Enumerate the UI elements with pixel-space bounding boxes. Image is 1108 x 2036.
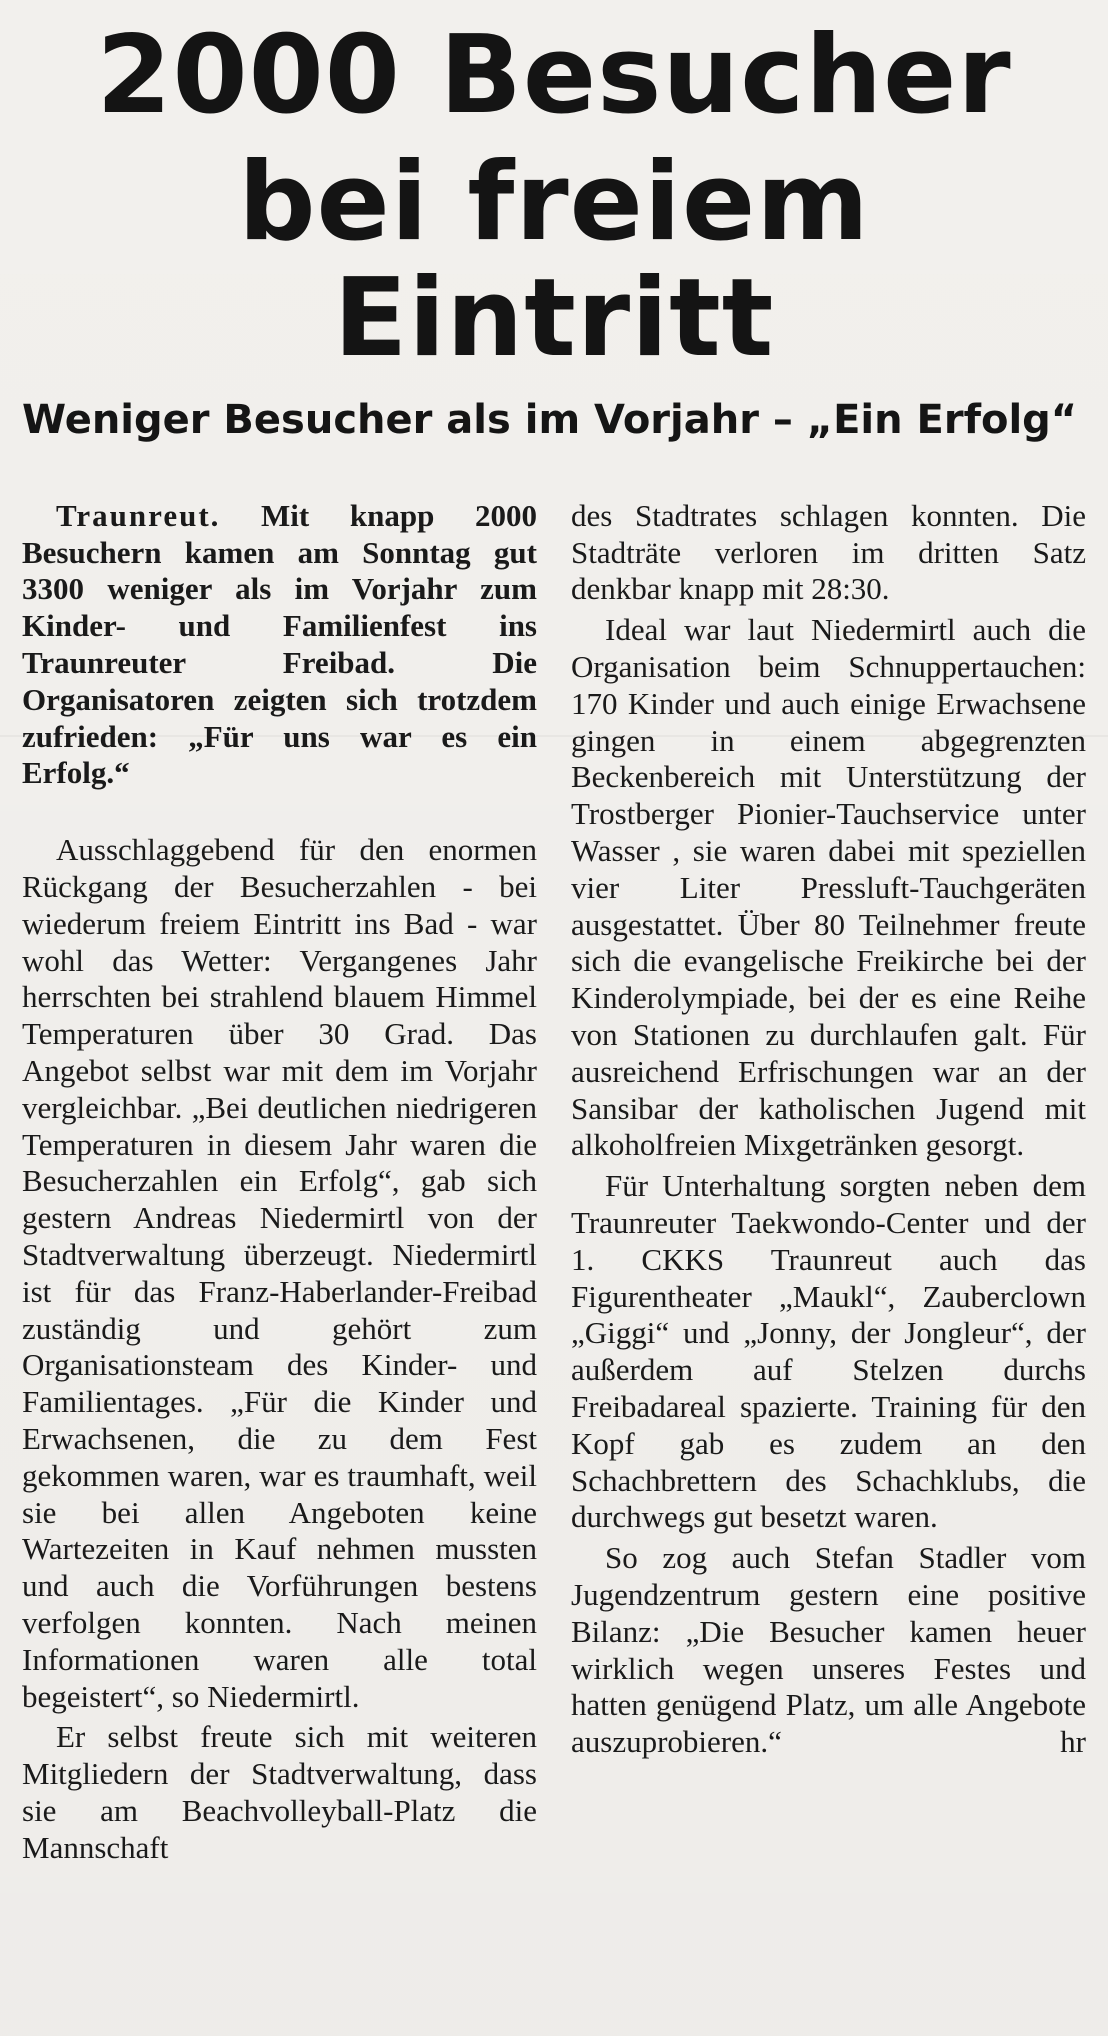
headline-line-2: bei freiem Eintritt [238,139,870,382]
dateline: Traunreut. [56,497,221,533]
left-column [22,498,537,1867]
left-paragraph-1: Ausschlaggebend für den enormen Rückgang der Besucherzahlen - bei wiederum freiem Eintritt ins Bad - war wohl das Wetter: Vergangenes Jahr herrschten bei strahlend blauem Himmel Temperaturen über 30 Grad. Das Angebot selbst war mit dem im Vorjahr vergleichbar. „Bei deutlichen niedrigeren Temperaturen in diesem Jahr waren die Besucherzahlen ein Erfolg“, gab sich gestern Andreas Niedermirtl von der Stadtverwaltung überzeugt. Niedermirtl ist für das Franz-Haberlander-Freibad zuständig und gehört zum Organisationsteam des Kinder- und Familientages. „Für die Kinder und Erwachsenen, die zu dem Fest gekommen waren, war es traumhaft, weil sie bei allen Angeboten keine Wartezeiten in Kauf nehmen mussten und auch die Vorführungen bestens verfolgen konnten. Nach meinen Informationen waren alle total begeistert“, so Niedermirtl. [22,832,537,1714]
author-signature: hr [1060,1724,1086,1760]
right-column [571,498,1086,1761]
headline-line-1: 2000 Besucher [96,13,1012,138]
right-paragraph-3: Für Unterhaltung sorgten neben dem Traunreuter Taekwondo-Center und der 1. CKKS Traunreut auch das Figurentheater „Maukl“, Zauberclown „Giggi“ und „Jonny, der Jongleur“, der außerdem auf Stelzen durchs Freibadareal spazierte. Training für den Kopf gab es zudem an den Schachbrettern des Schachklubs, die durchwegs gut besetzt waren. [571,1168,1086,1535]
lead-text: Mit knapp 2000 Besuchern kamen am Sonntag gut 3300 weniger als im Vorjahr zum Kinder- und Familienfest ins Traunreuter Freibad. Die Organisatoren zeigten sich trotzdem zufrieden: „Für uns war es ein Erfolg.“ [22,497,537,791]
subheadline: Weniger Besucher als im Vorjahr – „Ein Erfolg“ [22,396,1078,443]
right-paragraph-4 [571,1540,1086,1761]
right-paragraph-1: des Stadtrates schlagen konnten. Die Stadträte verloren im dritten Satz denkbar knapp mit 28:30. [571,497,1086,607]
closing-quote-text: So zog auch Stefan Stadler vom Jugendzentrum gestern eine positive Bilanz: „Die Besucher kamen heuer wirklich wegen unseres Festes und hatten genügend Platz, um alle Angebote auszuprobieren.“ [571,1540,1086,1760]
left-paragraph-2: Er selbst freute sich mit weiteren Mitgliedern der Stadtverwaltung, dass sie am Beachvolleyball-Platz die Mannschaft [22,1719,537,1865]
headline [22,13,1086,382]
article-body [22,498,1086,1867]
right-paragraph-2: Ideal war laut Niedermirtl auch die Organisation beim Schnuppertauchen: 170 Kinder und auch einige Erwachsene gingen in einem abgegrenzten Beckenbereich mit Unterstützung der Trostberger Pionier-Tauchservice unter Wasser , sie waren dabei mit speziellen vier Liter Pressluft-Tauchgeräten ausgestattet. Über 80 Teilnehmer freute sich die evangelische Freikirche bei der Kinderolympiade, bei der es eine Reihe von Stationen zu durchlaufen galt. Für ausreichend Erfrischungen war an der Sansibar der katholischen Jugend mit alkoholfreien Mixgetränken gesorgt. [571,612,1086,1163]
lead-paragraph [22,498,537,792]
